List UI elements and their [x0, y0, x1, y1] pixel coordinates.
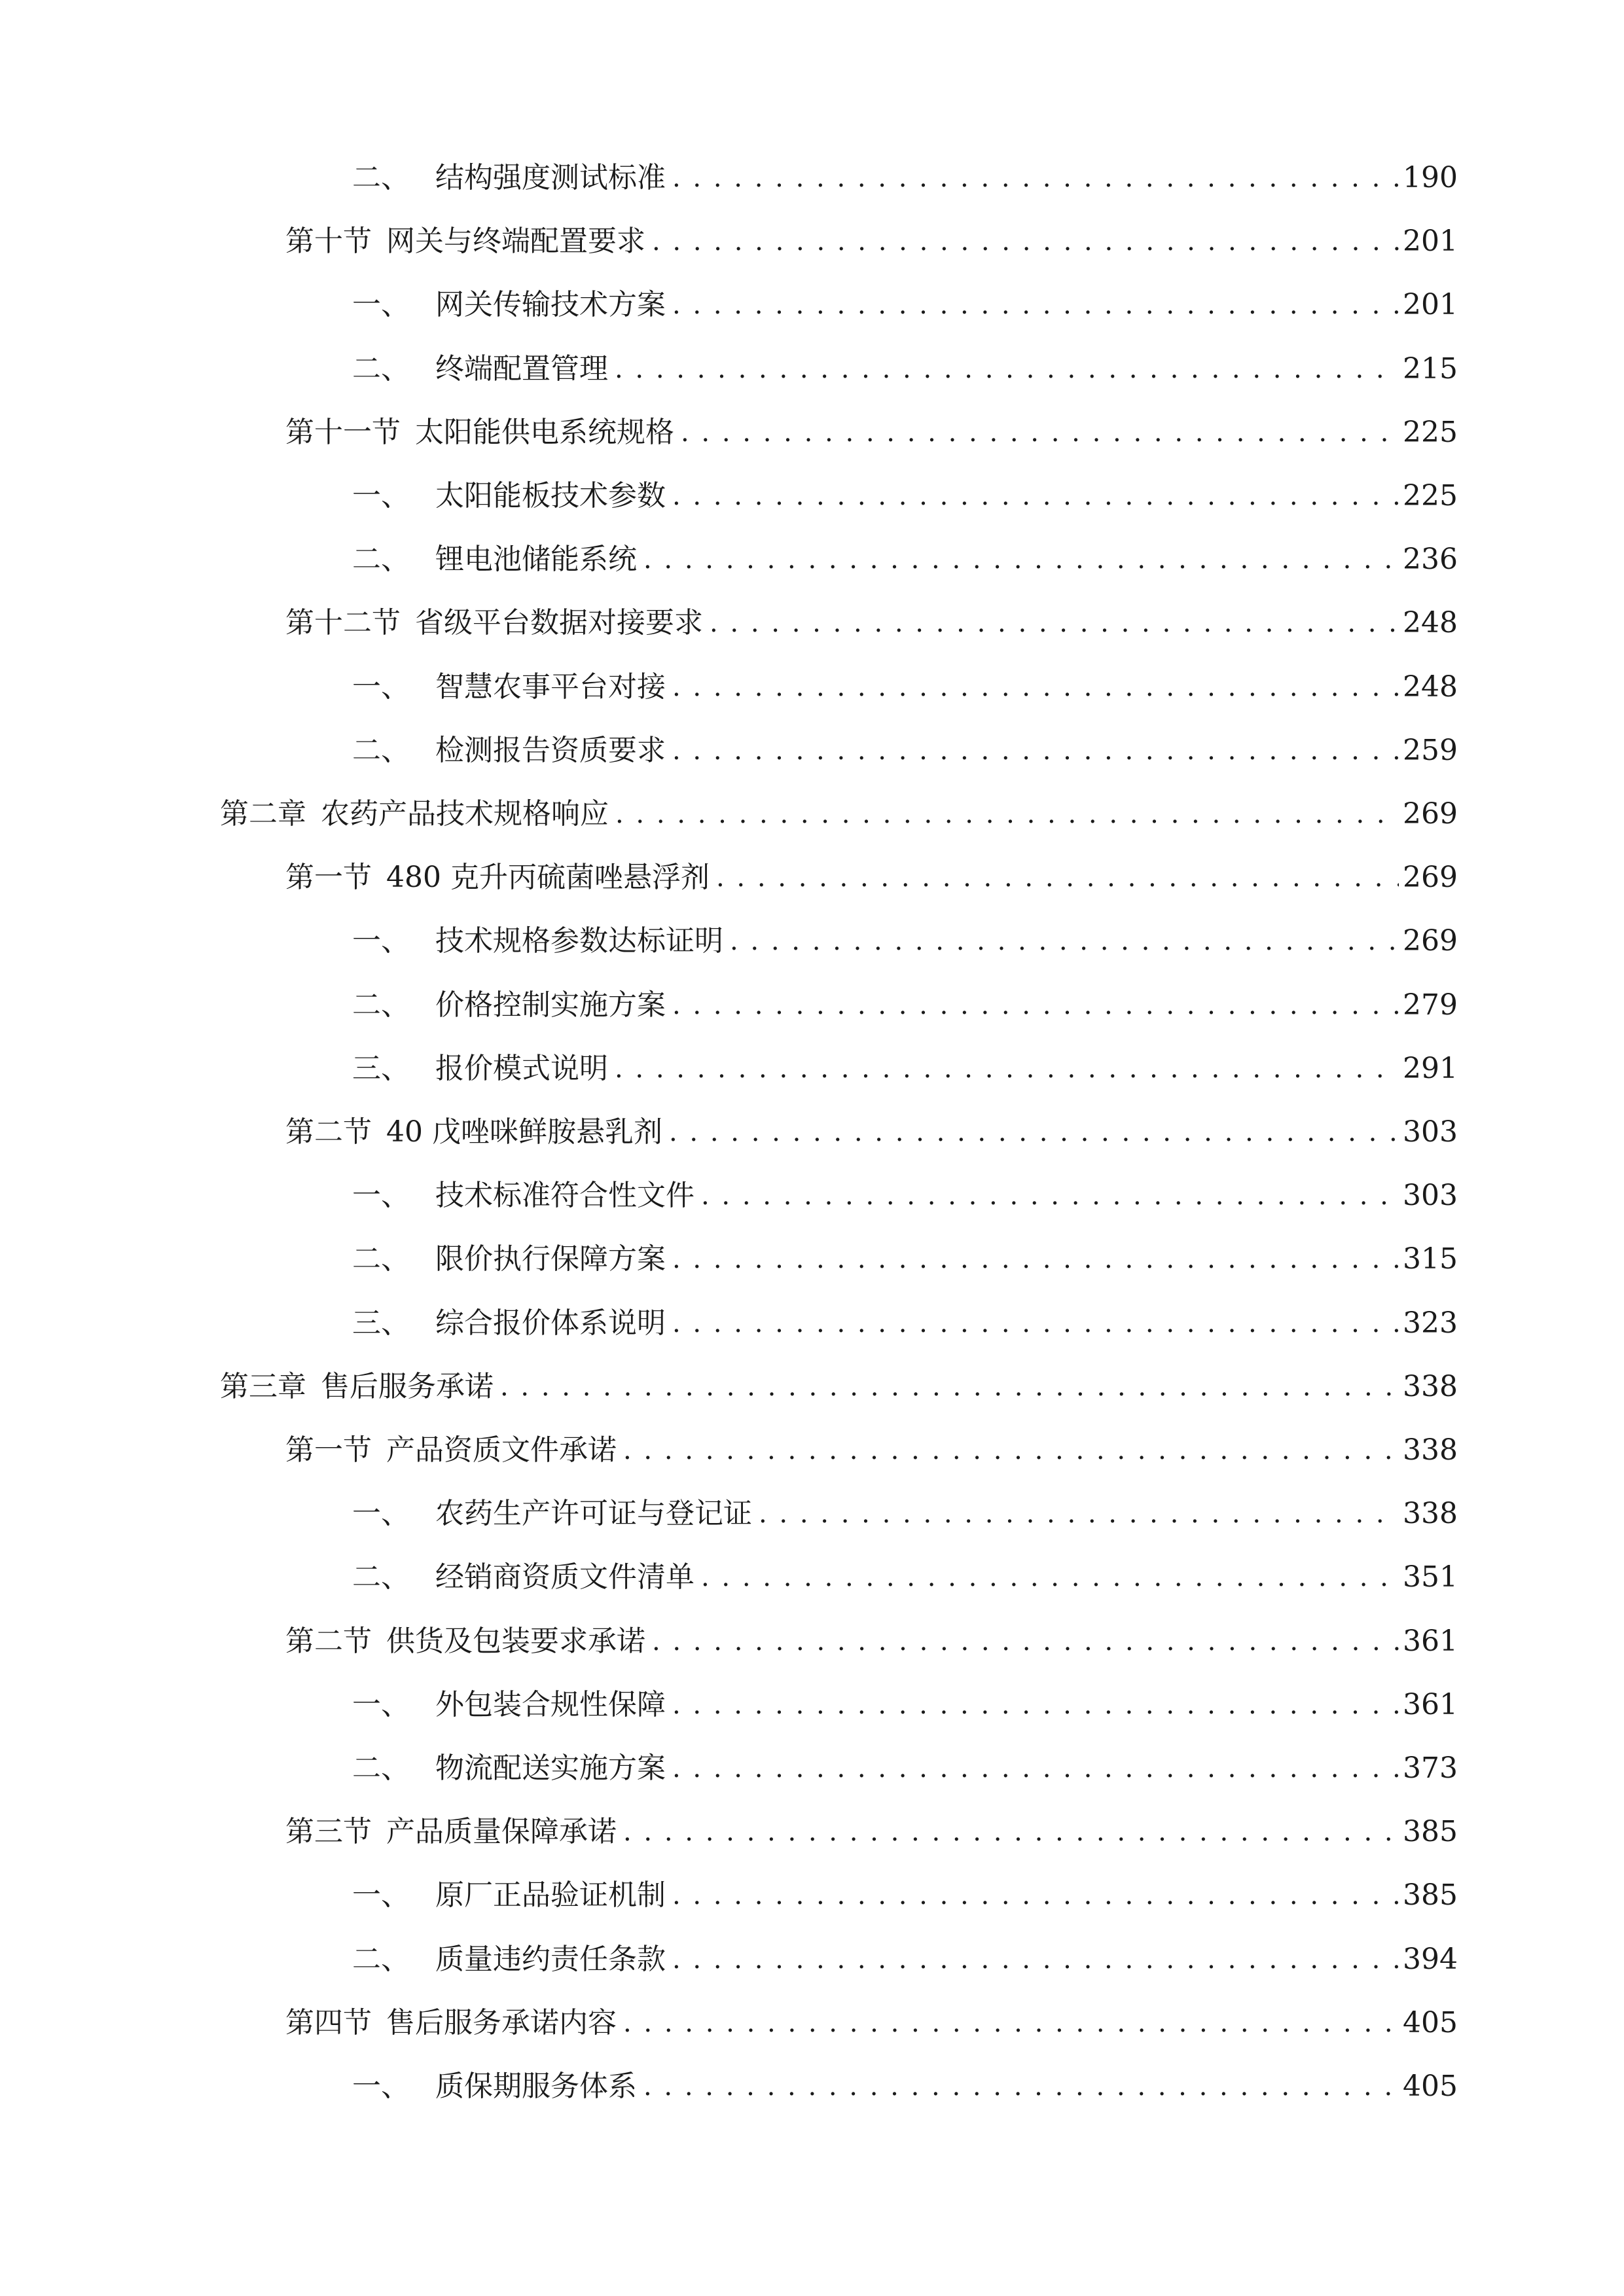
toc-entry-number: 第二节	[285, 1624, 372, 1658]
toc-entry-label	[285, 597, 703, 649]
toc-entry-title: 产品资质文件承诺	[386, 1433, 617, 1467]
toc-entry-title: 网关传输技术方案	[435, 288, 666, 322]
toc-entry-number: 第十一节	[285, 415, 401, 449]
toc-entry-number: 二、	[352, 733, 410, 767]
toc-entry-label	[352, 1679, 666, 1731]
toc-entry[interactable]	[285, 1424, 1458, 1477]
toc-entry-title: 技术标准符合性文件	[435, 1179, 695, 1213]
toc-entry-number: 一、	[352, 2070, 410, 2103]
toc-page-number: 248	[1403, 606, 1458, 640]
toc-entry-label	[352, 661, 666, 713]
toc-entry-number: 第一节	[285, 1433, 372, 1467]
toc-entry[interactable]	[285, 1806, 1458, 1858]
toc-entry-label	[352, 533, 637, 586]
toc-dot-leader	[681, 406, 1399, 459]
toc-entry[interactable]	[352, 1679, 1458, 1731]
toc-entry-number: 三、	[352, 1051, 410, 1085]
toc-entry-title: 智慧农事平台对接	[435, 670, 666, 704]
toc-entry-label	[352, 725, 666, 777]
toc-dot-leader	[759, 1488, 1399, 1540]
toc-entry-label	[352, 1869, 666, 1922]
toc-entry-label	[285, 406, 674, 459]
toc-entry-label	[285, 1997, 617, 2049]
toc-entry-label	[285, 1424, 617, 1477]
toc-dot-leader	[701, 1170, 1399, 1222]
toc-entry[interactable]	[352, 152, 1458, 204]
toc-entry-number: 一、	[352, 1179, 410, 1213]
toc-page-number: 190	[1403, 161, 1458, 194]
toc-entry-title: 限价执行保障方案	[435, 1242, 666, 1276]
toc-entry[interactable]	[352, 2060, 1458, 2113]
toc-page-number: 405	[1403, 2005, 1458, 2039]
toc-entry[interactable]	[220, 788, 1458, 840]
toc-entry-number: 二、	[352, 351, 410, 386]
toc-entry-label	[352, 1933, 666, 1986]
toc-entry-label	[352, 279, 666, 331]
toc-page-number: 323	[1403, 1306, 1458, 1340]
toc-entry-number: 二、	[352, 1242, 410, 1276]
toc-page-number: 338	[1403, 1433, 1458, 1467]
toc-page-number: 215	[1403, 351, 1458, 386]
toc-page-number: 303	[1403, 1179, 1458, 1213]
toc-entry-label	[352, 1551, 695, 1604]
toc-entry-title: 质保期服务体系	[435, 2070, 637, 2103]
toc-entry-label	[352, 2060, 637, 2113]
toc-entry-number: 一、	[352, 924, 410, 958]
toc-dot-leader	[669, 1106, 1399, 1158]
toc-dot-leader	[672, 470, 1399, 522]
toc-dot-leader	[643, 2060, 1399, 2113]
toc-entry[interactable]	[352, 1488, 1458, 1540]
toc-entry-title: 太阳能供电系统规格	[415, 415, 674, 449]
toc-entry-number: 一、	[352, 670, 410, 704]
toc-dot-leader	[730, 915, 1399, 967]
toc-dot-leader	[672, 661, 1399, 713]
toc-entry[interactable]	[285, 215, 1458, 268]
toc-entry[interactable]	[352, 1869, 1458, 1922]
toc-page-number: 201	[1403, 224, 1458, 259]
toc-dot-leader	[643, 533, 1399, 586]
toc-entry-number: 二、	[352, 988, 410, 1022]
toc-entry-label	[352, 1043, 608, 1095]
toc-entry-number: 第十节	[285, 224, 372, 259]
toc-page-number: 225	[1403, 415, 1458, 449]
toc-entry-label	[352, 915, 723, 967]
toc-page-number: 373	[1403, 1751, 1458, 1785]
toc-page-number: 351	[1403, 1560, 1458, 1594]
toc-entry-title: 经销商资质文件清单	[435, 1560, 695, 1594]
toc-entry-title: 原厂正品验证机制	[435, 1878, 666, 1912]
toc-entry-number: 一、	[352, 479, 410, 512]
toc-entry[interactable]	[285, 1615, 1458, 1668]
toc-entry-title: 供货及包装要求承诺	[386, 1624, 645, 1658]
toc-entry-number: 二、	[352, 1751, 410, 1785]
toc-entry[interactable]	[352, 979, 1458, 1031]
toc-entry[interactable]	[352, 725, 1458, 777]
toc-entry[interactable]	[352, 1742, 1458, 1795]
toc-entry-number: 第二章	[220, 797, 306, 831]
toc-entry[interactable]	[285, 406, 1458, 459]
toc-dot-leader	[672, 1742, 1399, 1795]
toc-entry-label	[352, 470, 666, 522]
toc-entry-title: 技术规格参数达标证明	[435, 924, 723, 958]
toc-entry-label	[352, 979, 666, 1031]
toc-page-number: 279	[1403, 988, 1458, 1022]
toc-dot-leader	[623, 1997, 1399, 2049]
toc-entry-title: 农药生产许可证与登记证	[435, 1497, 752, 1531]
toc-entry[interactable]	[352, 1170, 1458, 1222]
toc-dot-leader	[623, 1806, 1399, 1858]
toc-entry-label	[285, 215, 645, 268]
toc-entry[interactable]	[352, 661, 1458, 713]
toc-entry-title: 锂电池储能系统	[435, 543, 637, 577]
toc-page-number: 361	[1403, 1624, 1458, 1658]
toc-entry-title: 价格控制实施方案	[435, 988, 666, 1022]
toc-entry-number: 第一节	[285, 861, 372, 895]
toc-entry-label	[352, 343, 608, 395]
toc-dot-leader	[672, 725, 1399, 777]
toc-entry[interactable]	[285, 1997, 1458, 2049]
toc-entry-number: 一、	[352, 1497, 410, 1531]
toc-entry-number: 二、	[352, 1942, 410, 1976]
toc-dot-leader	[500, 1361, 1399, 1413]
toc-entry-title: 省级平台数据对接要求	[415, 606, 703, 640]
toc-entry-number: 二、	[352, 1560, 410, 1594]
toc-page-number: 269	[1403, 861, 1458, 895]
toc-entry-label	[352, 152, 666, 204]
toc-entry[interactable]	[220, 1361, 1458, 1413]
toc-entry-label	[220, 788, 609, 840]
toc-page-number: 385	[1403, 1878, 1458, 1912]
toc-entry-title: 结构强度测试标准	[435, 161, 666, 194]
toc-entry[interactable]	[352, 470, 1458, 522]
toc-page-number: 236	[1403, 543, 1458, 577]
toc-entry-label	[352, 1170, 695, 1222]
toc-page-number: 291	[1403, 1051, 1458, 1085]
toc-dot-leader	[672, 1297, 1399, 1350]
toc-entry[interactable]	[352, 343, 1458, 395]
toc-page-number: 338	[1403, 1369, 1458, 1403]
toc-entry[interactable]	[352, 915, 1458, 967]
toc-page-number: 269	[1403, 924, 1458, 958]
toc-page-number: 338	[1403, 1497, 1458, 1531]
toc-entry[interactable]	[352, 1043, 1458, 1095]
toc-entry-label	[285, 1615, 645, 1668]
toc-entry-number: 第四节	[285, 2005, 372, 2039]
toc-dot-leader	[615, 1043, 1399, 1095]
toc-entry[interactable]	[352, 1933, 1458, 1986]
toc-entry-title: 网关与终端配置要求	[386, 224, 645, 259]
toc-dot-leader	[672, 1233, 1399, 1285]
toc-entry-number: 三、	[352, 1306, 410, 1340]
toc-entry-title: 太阳能板技术参数	[435, 479, 666, 512]
toc-entry-label	[285, 852, 710, 904]
toc-entry-number: 二、	[352, 543, 410, 577]
toc-dot-leader	[652, 215, 1399, 268]
toc-entry-title: 售后服务承诺内容	[386, 2005, 617, 2039]
toc-entry[interactable]	[285, 1106, 1458, 1158]
toc-entry-title: 农药产品技术规格响应	[321, 797, 609, 831]
toc-dot-leader	[672, 1933, 1399, 1986]
toc-entry[interactable]	[352, 279, 1458, 331]
toc-dot-leader	[672, 979, 1399, 1031]
toc-page-number: 394	[1403, 1942, 1458, 1976]
toc-entry-title: 质量违约责任条款	[435, 1942, 666, 1976]
toc-dot-leader	[672, 1869, 1399, 1922]
toc-entry-title: 综合报价体系说明	[435, 1306, 666, 1340]
toc-entry-label	[352, 1233, 666, 1285]
toc-entry[interactable]	[285, 852, 1458, 904]
toc-entry-number: 第二节	[285, 1115, 372, 1149]
toc-page-number: 225	[1403, 479, 1458, 512]
toc-dot-leader	[615, 343, 1399, 395]
toc-dot-leader	[672, 152, 1399, 204]
toc-entry-number: 一、	[352, 1687, 410, 1721]
toc-entry-title: 物流配送实施方案	[435, 1751, 666, 1785]
toc-entry-number: 第十二节	[285, 606, 401, 640]
toc-entry-title: 终端配置管理	[435, 351, 608, 386]
toc-entry[interactable]	[285, 597, 1458, 649]
toc-dot-leader	[652, 1615, 1399, 1668]
toc-entry-title: 40 戊唑咪鲜胺悬乳剂	[386, 1115, 662, 1149]
toc-entry[interactable]	[352, 1297, 1458, 1350]
toc-entry[interactable]	[352, 533, 1458, 586]
toc-entry-title: 售后服务承诺	[321, 1369, 494, 1403]
toc-entry-label	[285, 1106, 662, 1158]
toc-page-number: 259	[1403, 733, 1458, 767]
toc-page-number: 361	[1403, 1687, 1458, 1721]
toc-entry-label	[352, 1488, 752, 1540]
toc-entry-label	[285, 1806, 617, 1858]
toc-page-number: 303	[1403, 1115, 1458, 1149]
toc-entry-label	[352, 1297, 666, 1350]
toc-entry-title: 产品质量保障承诺	[386, 1815, 617, 1849]
toc-page-number: 315	[1403, 1242, 1458, 1276]
toc-entry-title: 检测报告资质要求	[435, 733, 666, 767]
toc-entry-number: 二、	[352, 161, 410, 194]
toc-dot-leader	[710, 597, 1399, 649]
toc-entry-number: 第三节	[285, 1815, 372, 1849]
toc-dot-leader	[672, 1679, 1399, 1731]
toc-dot-leader	[672, 279, 1399, 331]
toc-entry-label	[220, 1361, 494, 1413]
toc-entry-number: 第三章	[220, 1369, 306, 1403]
toc-entry-title: 480 克升丙硫菌唑悬浮剂	[386, 861, 710, 895]
toc-entry-number: 一、	[352, 288, 410, 322]
toc-page-number: 405	[1403, 2070, 1458, 2103]
toc-dot-leader	[701, 1551, 1399, 1604]
toc-entry-number: 一、	[352, 1878, 410, 1912]
toc-entry-title: 报价模式说明	[435, 1051, 608, 1085]
toc-dot-leader	[716, 852, 1399, 904]
toc-entry-label	[352, 1742, 666, 1795]
toc-entry-title: 外包装合规性保障	[435, 1687, 666, 1721]
toc-page-number: 385	[1403, 1815, 1458, 1849]
toc-dot-leader	[623, 1424, 1399, 1477]
toc-page-number: 248	[1403, 670, 1458, 704]
toc-page-number: 201	[1403, 288, 1458, 322]
toc-entry[interactable]	[352, 1551, 1458, 1604]
toc-dot-leader	[615, 788, 1399, 840]
toc-entry[interactable]	[352, 1233, 1458, 1285]
toc-page-number: 269	[1403, 797, 1458, 831]
